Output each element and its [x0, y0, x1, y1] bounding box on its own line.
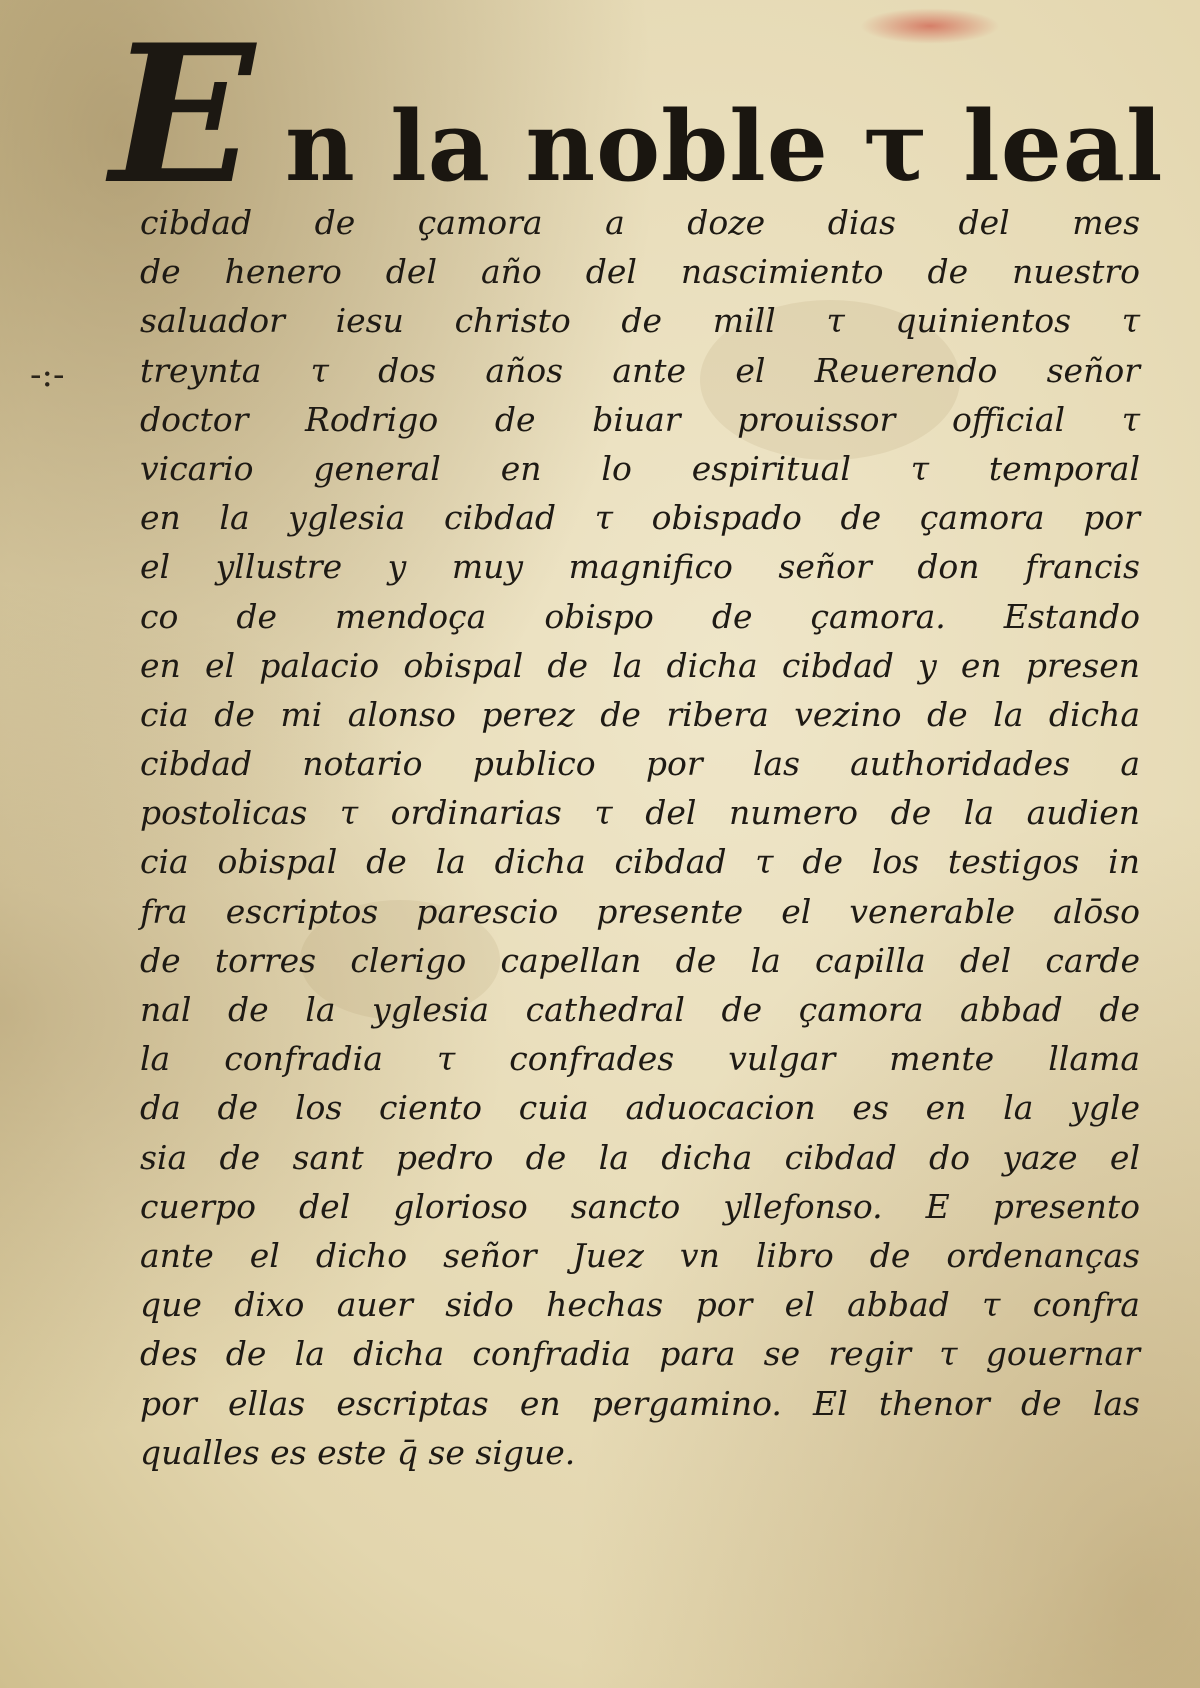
- decorated-initial: E: [110, 3, 255, 226]
- text-line: el yllustre y muy magnifico señor don francis: [140, 547, 1140, 587]
- text-line: sia de sant pedro de la dicha cibdad do yaze el: [140, 1137, 1140, 1177]
- text-line: la confradia τ confrades vulgar mente llama: [140, 1039, 1140, 1079]
- text-line: cuerpo del glorioso sancto yllefonso. E presento: [140, 1186, 1140, 1226]
- text-line: en el palacio obispal de la dicha cibdad y en presen: [140, 645, 1140, 685]
- text-line: postolicas τ ordinarias τ del numero de la audien: [140, 793, 1140, 833]
- text-line: por ellas escriptas en pergamino. El thenor de las: [140, 1383, 1140, 1423]
- text-line: cia obispal de la dicha cibdad τ de los testigos in: [140, 842, 1140, 882]
- text-line: de torres clerigo capellan de la capilla del carde: [140, 940, 1140, 980]
- text-line: ante el dicho señor Juez vn libro de ordenanças: [140, 1235, 1140, 1275]
- text-line: vicario general en lo espiritual τ temporal: [140, 448, 1140, 488]
- text-line: qualles es este q̄ se sigue.: [140, 1432, 576, 1472]
- text-line: fra escriptos parescio presente el venerable alōso: [140, 891, 1140, 931]
- text-line: treynta τ dos años ante el Reuerendo señor: [140, 350, 1140, 390]
- margin-mark: -:-: [30, 355, 65, 395]
- text-line: cibdad de çamora a doze dias del mes: [140, 203, 1140, 242]
- text-line: cia de mi alonso perez de ribera vezino de la dicha: [140, 694, 1140, 734]
- text-line: nal de la yglesia cathedral de çamora abbad de: [140, 990, 1140, 1029]
- text-line: saluador iesu christo de mill τ quinientos τ: [140, 301, 1140, 341]
- heading-text: n la noble τ leal: [285, 90, 1164, 203]
- text-line: cibdad notario publico por las authoridades a: [140, 744, 1140, 784]
- text-line: en la yglesia cibdad τ obispado de çamora por: [140, 498, 1140, 538]
- text-line: des de la dicha confradia para se regir τ gouernar: [140, 1334, 1140, 1374]
- text-line: que dixo auer sido hechas por el abbad τ confra: [140, 1285, 1140, 1325]
- text-line: de henero del año del nascimiento de nuestro: [140, 252, 1140, 292]
- text-line: co de mendoça obispo de çamora. Estando: [140, 596, 1140, 636]
- text-line: doctor Rodrigo de biuar prouissor official τ: [140, 399, 1140, 439]
- manuscript-body: [140, 198, 1140, 1477]
- text-line: da de los ciento cuia aduocacion es en la ygle: [140, 1088, 1140, 1128]
